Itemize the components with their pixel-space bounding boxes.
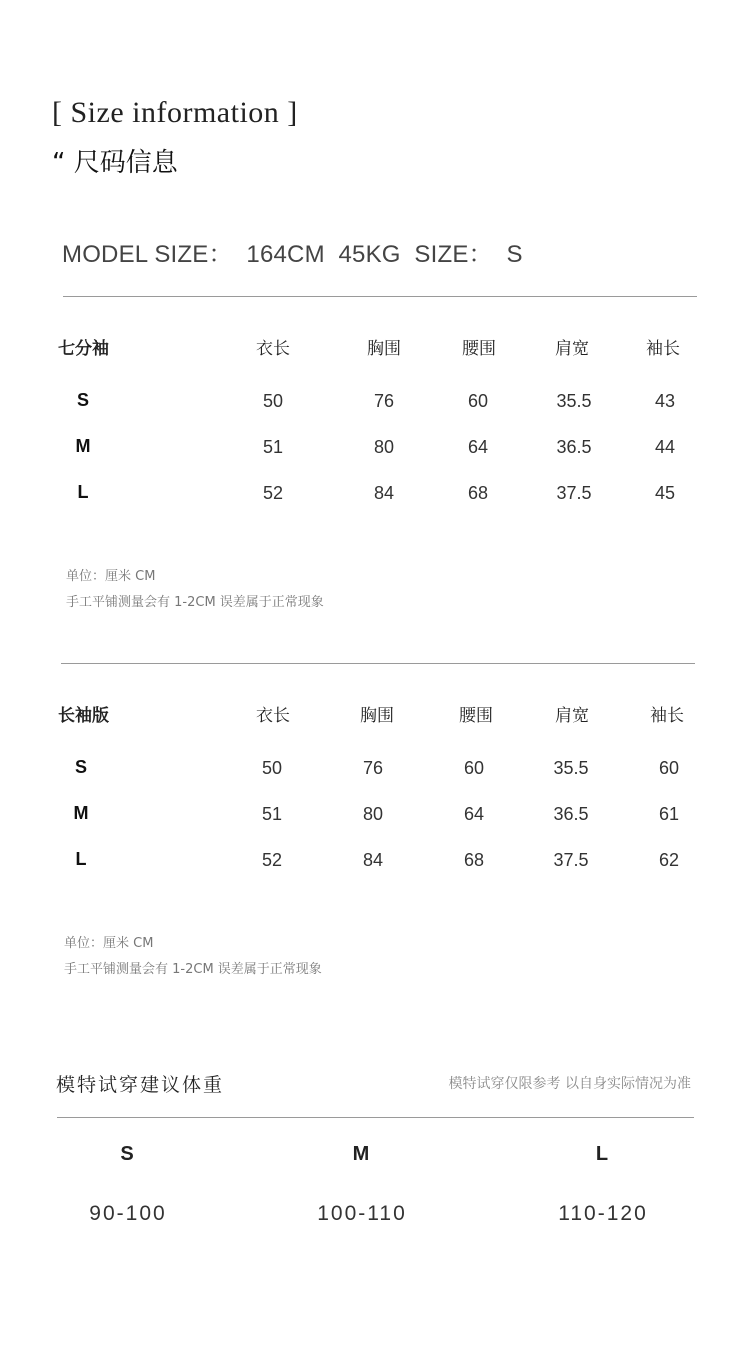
cell-sleeve: 62	[658, 850, 680, 870]
row-size: M	[73, 803, 89, 823]
divider	[63, 296, 697, 297]
cell-sleeve: 44	[654, 437, 676, 457]
unit-note: 单位：厘米 CM	[64, 936, 154, 951]
cell-shoulder: 36.5	[553, 804, 589, 824]
section-title-cn: “ 尺码信息	[52, 148, 178, 178]
cell-chest: 84	[362, 850, 384, 870]
cell-sleeve: 60	[658, 758, 680, 778]
model-size-line: MODEL SIZE： 164CM 45KG SIZE： S	[62, 241, 523, 268]
table-name: 长袖版	[58, 706, 109, 726]
section-title-en: [ Size information ]	[52, 96, 298, 129]
column-header-chest: 胸围	[360, 706, 394, 726]
cell-length: 52	[262, 483, 284, 503]
cell-length: 50	[262, 391, 284, 411]
cell-shoulder: 35.5	[556, 391, 592, 411]
weight-range-m: 100-110	[317, 1202, 407, 1225]
column-header-chest: 胸围	[367, 339, 401, 359]
cell-shoulder: 37.5	[553, 850, 589, 870]
weight-range-l: 110-120	[558, 1202, 648, 1225]
row-size: M	[75, 436, 91, 456]
row-size: L	[77, 482, 89, 502]
cell-waist: 68	[467, 483, 489, 503]
measurement-note: 手工平铺测量会有 1-2CM 误差属于正常现象	[64, 962, 322, 977]
column-header-waist: 腰围	[462, 339, 496, 359]
cell-length: 52	[261, 850, 283, 870]
table-name: 七分袖	[58, 339, 109, 359]
cell-waist: 60	[467, 391, 489, 411]
divider	[57, 1117, 694, 1118]
row-size: L	[75, 849, 87, 869]
cell-sleeve: 61	[658, 804, 680, 824]
column-header-shoulder: 肩宽	[555, 339, 589, 359]
cell-length: 50	[261, 758, 283, 778]
row-size: S	[74, 757, 88, 777]
weight-range-s: 90-100	[89, 1202, 167, 1225]
column-header-sleeve: 袖长	[650, 706, 684, 726]
column-header-length: 衣长	[256, 706, 290, 726]
unit-note: 单位：厘米 CM	[66, 569, 156, 584]
cell-length: 51	[262, 437, 284, 457]
measurement-note: 手工平铺测量会有 1-2CM 误差属于正常现象	[66, 595, 324, 610]
cell-sleeve: 43	[654, 391, 676, 411]
weight-size-m: M	[352, 1143, 370, 1165]
weight-disclaimer: 模特试穿仅限参考 以自身实际情况为准	[448, 1076, 691, 1092]
cell-sleeve: 45	[654, 483, 676, 503]
cell-waist: 64	[467, 437, 489, 457]
cell-chest: 84	[373, 483, 395, 503]
weight-title: 模特试穿建议体重	[56, 1074, 225, 1096]
column-header-shoulder: 肩宽	[555, 706, 589, 726]
cell-shoulder: 36.5	[556, 437, 592, 457]
cell-chest: 76	[373, 391, 395, 411]
cell-waist: 68	[463, 850, 485, 870]
column-header-sleeve: 袖长	[646, 339, 680, 359]
cell-waist: 64	[463, 804, 485, 824]
weight-size-l: L	[595, 1143, 609, 1165]
cell-shoulder: 35.5	[553, 758, 589, 778]
cell-waist: 60	[463, 758, 485, 778]
cell-length: 51	[261, 804, 283, 824]
column-header-waist: 腰围	[459, 706, 493, 726]
weight-size-s: S	[120, 1143, 134, 1165]
cell-chest: 80	[373, 437, 395, 457]
cell-shoulder: 37.5	[556, 483, 592, 503]
column-header-length: 衣长	[256, 339, 290, 359]
cell-chest: 76	[362, 758, 384, 778]
divider	[61, 663, 695, 664]
row-size: S	[76, 390, 90, 410]
cell-chest: 80	[362, 804, 384, 824]
